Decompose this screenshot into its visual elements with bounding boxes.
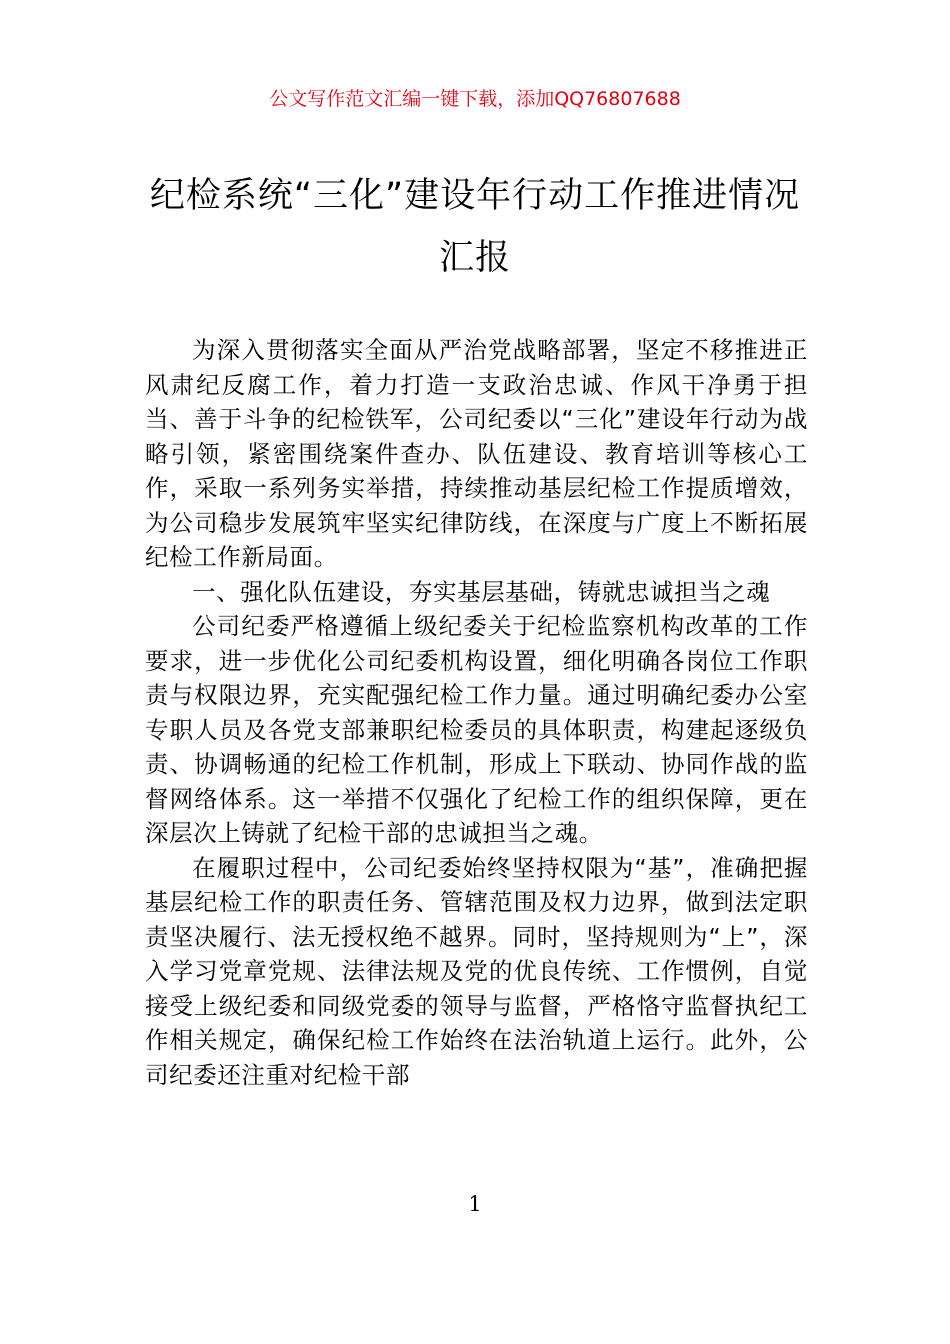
document-title: 纪检系统“三化”建设年行动工作推进情况汇报	[149, 176, 801, 278]
body-paragraph: 在履职过程中，公司纪委始终坚持权限为“基”，准确把握基层纪检工作的职责任务、管辖范围及权力边界，做到法定职责坚决履行、法无授权绝不越界。同时，坚持规则为“上”，深入学习党章党规、法律法规及党的优良传统、工作惯例，自觉接受上级纪委和同级党委的领导与监督，严格恪守监督执纪工作相关规定，确保纪检工作始终在法治轨道上运行。此外，公司纪委还注重对纪检干部	[145, 853, 808, 1089]
body-paragraph: 公司纪委严格遵循上级纪委关于纪检监察机构改革的工作要求，进一步优化公司纪委机构设置，细化明确各岗位工作职责与权限边界，充实配强纪检工作力量。通过明确纪委办公室专职人员及各党支部兼职纪检委员的具体职责，构建起逐级负责、协调畅通的纪检工作机制，形成上下联动、协同作战的监督网络体系。这一举措不仅强化了纪检工作的组织保障，更在深层次上铸就了纪检干部的忠诚担当之魂。	[145, 612, 808, 847]
document-body	[145, 333, 808, 1092]
download-banner: 公文写作范文汇编一键下载，添加QQ76807688	[269, 88, 681, 110]
intro-paragraph: 为深入贯彻落实全面从严治党战略部署，坚定不移推进正风肃纪反腐工作，着力打造一支政治忠诚、作风干净勇于担当、善于斗争的纪检铁军，公司纪委以“三化”建设年行动为战略引领，紧密围绕案件查办、队伍建设、教育培训等核心工作，采取一系列务实举措，持续推动基层纪检工作提质增效，为公司稳步发展筑牢坚实纪律防线，在深度与广度上不断拓展纪检工作新局面。	[145, 336, 808, 571]
section-heading-1: 一、强化队伍建设，夯实基层基础，铸就忠诚担当之魂	[192, 577, 771, 606]
page-number: 1	[468, 1192, 482, 1216]
